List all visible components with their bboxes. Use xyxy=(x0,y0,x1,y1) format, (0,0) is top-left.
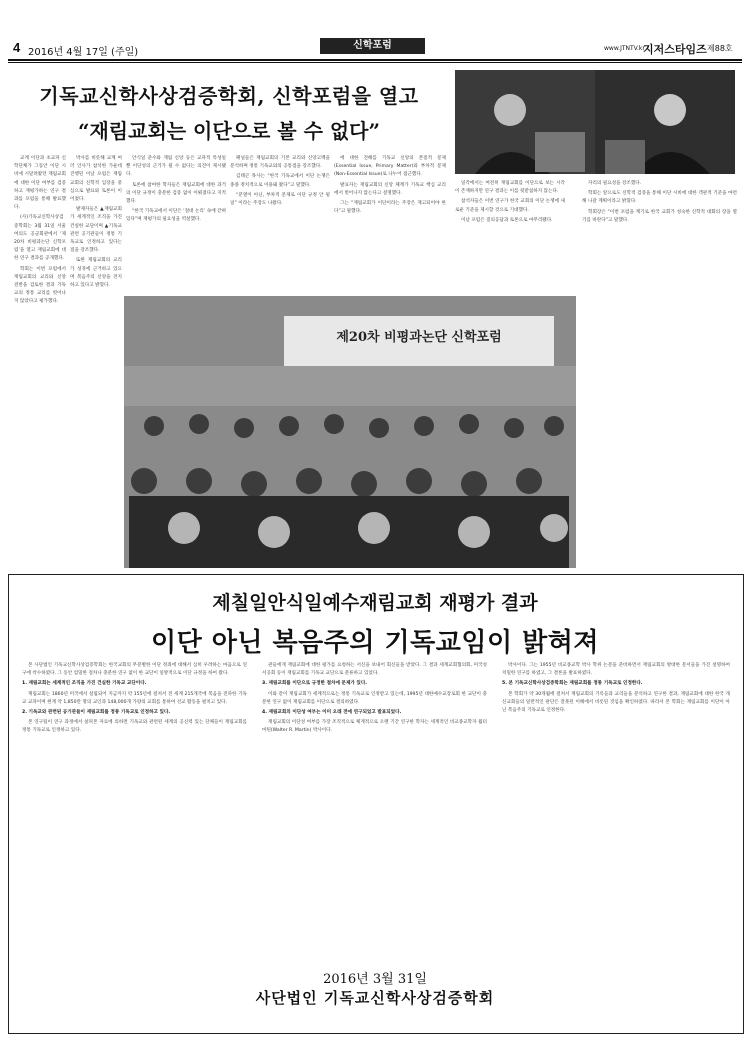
page-number: 4 xyxy=(13,40,21,55)
statement-date: 2016년 3월 31일 xyxy=(323,972,427,987)
article1-col1 xyxy=(14,155,66,565)
section-label: 신학포럼 xyxy=(320,38,425,54)
paragraph: 교계 이단과 초교파 신학단체가 그동안 이단 시비에 시달려왔던 재림교회에 대한 이단 여부를 검증하고 재평가하는 연구 결과를 포럼을 통해 발표했다. xyxy=(14,156,66,211)
paragraph: 토론에 참여한 학자들은 재림교회에 대한 과거의 이단 규정이 충분한 검증 없이 이뤄졌다고 지적했다. xyxy=(126,182,226,205)
paragraph: 본 사단법인 기독교신학사상검증학회는 한국교회의 무분별한 이단 정죄에 대해서 심히 우려하는 마음으로 연구에 착수하였다. 그 동안 엄밀한 절차나 충분한 연구 없이 한 교단이 일방적으로 이단 규정을 하여 왔다. xyxy=(22,663,247,677)
article1-headline-line1: 기독교신학사상검증학회, 신학포럼을 열고 xyxy=(39,84,419,108)
paragraph: (사)기독교신학사상검증학회는 3월 31일 서울 여의도 공군회관에서 ‘제20차 비평과논단 신학포럼’을 열고 재림교회에 대한 연구 결과를 공개했다. xyxy=(14,215,66,262)
article1-col4 xyxy=(230,155,330,293)
paragraph: 본 연구팀이 연구 과정에서 살펴본 자료에 의하면 기독교와 관련된 세계의 공신력 있는 단체들이 재림교회를 정통 기독교로 인정하고 있다. xyxy=(22,720,247,734)
statement-title-line2: 이단 아닌 복음주의 기독교임이 밝혀져 xyxy=(150,628,600,658)
paragraph: 관들에게 재림교회에 대한 평가를 요청하는 서신을 보내어 회신들을 받았다. 그 결과 세계교회협의회, 미국성서공회 등이 재림교회를 기독교 교단으로 분류하고 있었다. xyxy=(262,663,487,677)
paragraph: 그는 “재림교회가 이단이라는 주장은 재고되어야 한다”고 말했다. xyxy=(334,201,446,215)
speakers-photo xyxy=(455,70,735,174)
forum-banner-text: 제20차 비평과논단 신학포럼 xyxy=(336,330,502,345)
header-rule-thin xyxy=(8,62,742,63)
section-heading: 5. 본 기독교신학사상검증학회는 재림교회를 정통 기독교로 인정한다. xyxy=(502,681,643,687)
paragraph: 재림교회는 1860년 미국에서 설립되어 지금까지 약 155년에 걸쳐서 전 세계 215개국에 복음을 전파한 기독교 교파이며 현재 약 1,850만 명의 교인과 148,000개 가량의 교회를 통하여 선교 활동을 펼치고 있다. xyxy=(22,691,247,705)
paragraph: 안식일 준수와 재림 신앙 등은 교파적 특성일 뿐 이단성의 근거가 될 수 없다는 의견이 제시됐다. xyxy=(126,156,226,178)
paragraph: 이와 같이 재림교회가 세계적으로는 정통 기독교로 인정받고 있는데, 1995년 대한예수교장로회 한 교단이 충분한 연구 없이 재림교회를 이단으로 결의하였다. xyxy=(262,691,487,705)
paragraph: 김태곤 목사는 “한국 기독교에서 이단 논쟁은 종종 정치적으로 이용돼 왔다”고 말했다. xyxy=(230,174,330,188)
section-heading: 4. 재림교회의 이단성 여부는 이미 오래 전에 연구되었고 발표되었다. xyxy=(262,710,402,716)
article1-col7 xyxy=(582,180,737,565)
paragraph: 일각에서는 여전히 재림교회를 이단으로 보는 시각이 존재하지만 연구 결과는 이를 뒷받침하지 않는다. xyxy=(455,181,565,195)
paragraph: 발제자들은 ▲재림교회가 세계적인 조직을 가진 건실한 교단이며 ▲기독교 관련 공기관들이 정통 기독교로 인정하고 있다는 점을 강조했다. xyxy=(70,207,122,254)
site-url[interactable]: www.JTNTV.kr xyxy=(604,45,645,52)
article1-col6 xyxy=(455,180,565,293)
statement-col2 xyxy=(262,662,487,962)
paragraph: 패널들은 재림교회의 기본 교리와 신앙고백을 분석하며 정통 기독교와의 공통점을 강조했다. xyxy=(230,156,330,170)
paragraph: 에 대한 견해를 기독교 신앙의 본질적 문제(Essential Issue, Primary Matter)와 부차적 문제(Non-Essential Issue)로 나누어 접근했다. xyxy=(334,156,446,178)
paragraph: 이날 포럼은 질의응답과 토론으로 마무리됐다. xyxy=(461,217,553,223)
article1-col3 xyxy=(126,155,226,293)
paragraph: 자리의 필요성을 강조했다. xyxy=(588,181,642,186)
forum-audience-photo xyxy=(124,296,576,568)
paragraph: 학회는 이번 포럼에서 재림교회의 교리와 신앙 전반을 검토한 결과 기독교의 정통 교리를 벗어나지 않았다고 평가했다. xyxy=(14,266,66,305)
article1-col5 xyxy=(334,155,446,293)
section-heading: 1. 재림교회는 세계적인 조직을 가진 건실한 기독교 교단이다. xyxy=(22,681,147,687)
issue-date: 2016년 4월 17일 (주일) xyxy=(28,47,139,58)
paragraph: 또한 재림교회의 교리가 성경에 근거하고 있으며 복음주의 신앙을 견지하고 있다고 밝혔다. xyxy=(70,258,122,289)
statement-title-line1: 제칠일안식일예수재림교회 재평가 결과 xyxy=(212,592,538,614)
issue-number: 제88호 xyxy=(707,44,733,53)
paragraph: 발표자는 재림교회의 신앙 체계가 기독교 핵심 교리에서 벗어나지 않는다고 설명했다. xyxy=(334,182,446,196)
paragraph: 박사이다. 그는 1955년 비교종교학 박사 학위 논문을 준비하면서 재림교회의 방대한 문서들을 가진 설명하여 치밀한 연구를 하였고, 그 결론을 발표하였다. xyxy=(502,663,730,677)
statement-col1 xyxy=(22,662,247,962)
paragraph: 본 학회가 약 30개월에 걸쳐서 재림교회의 기록들과 교리들을 분석하고 연구한 결과, 재림교회에 대한 한국 개신교회들의 일반적인 판단은 잘못된 이해에서 비롯된 것임을 확인하였다. 따라서 본 학회는 재림교회를 이단이 아닌 복음주의 기독교로 인정한다. xyxy=(502,691,730,714)
page-header xyxy=(0,40,750,58)
speakers-photo-image xyxy=(455,70,735,174)
paragraph: “분열이 아닌, 부차적 문제로 이단 규정 안 될 일” 이라는 주장도 나왔다. xyxy=(230,192,330,207)
statement-organization: 사단법인 기독교신학사상검증학회 xyxy=(255,989,495,1007)
paragraph: 학회장은 “이번 포럼을 계기로 한국 교회가 성숙한 신학적 대화의 장을 열기를 바란다”고 말했다. xyxy=(582,209,737,223)
article1-headline-line2: “재림교회는 이단으로 볼 수 없다” xyxy=(77,119,381,143)
paragraph: 학회는 앞으로도 신학적 검증을 통해 이단 시비에 대한 객관적 기준을 마련해 나갈 계획이라고 밝혔다. xyxy=(582,191,737,205)
paragraph: 재림교회의 이단성 여부를 가장 조직적으로 체계적으로 오랜 기간 연구한 학자는 세계적인 비교종교학자 월터 마틴(Walter R. Martin) 박사이다. xyxy=(262,720,487,734)
header-rule xyxy=(8,59,742,61)
newspaper-brand: 지저스타임즈 xyxy=(643,43,707,56)
paragraph: 참석자들은 이번 연구가 한국 교회의 이단 논쟁에 새로운 기준을 제시할 것으로 기대했다. xyxy=(455,199,565,213)
section-heading: 3. 재림교회를 이단으로 규정한 절차에 문제가 있다. xyxy=(262,681,368,687)
paragraph: “한국 기독교에서 이단은 ‘절대 논리’ 속에 갇혀 있다”며 재평가의 필요성을 역설했다. xyxy=(126,209,226,223)
statement-col3 xyxy=(502,662,730,962)
section-heading: 2. 기독교와 관련된 공기관들이 재림교회를 정통 기독교로 인정하고 있다. xyxy=(22,710,171,716)
forum-audience-image xyxy=(124,296,576,568)
paragraph: 박사를 비롯해 교계 여러 인사가 참석한 가운데 진행된 이날 포럼은 재림교회의 신학적 입장을 중심으로 발표와 토론이 이어졌다. xyxy=(70,156,122,203)
article1-col2 xyxy=(70,155,122,565)
